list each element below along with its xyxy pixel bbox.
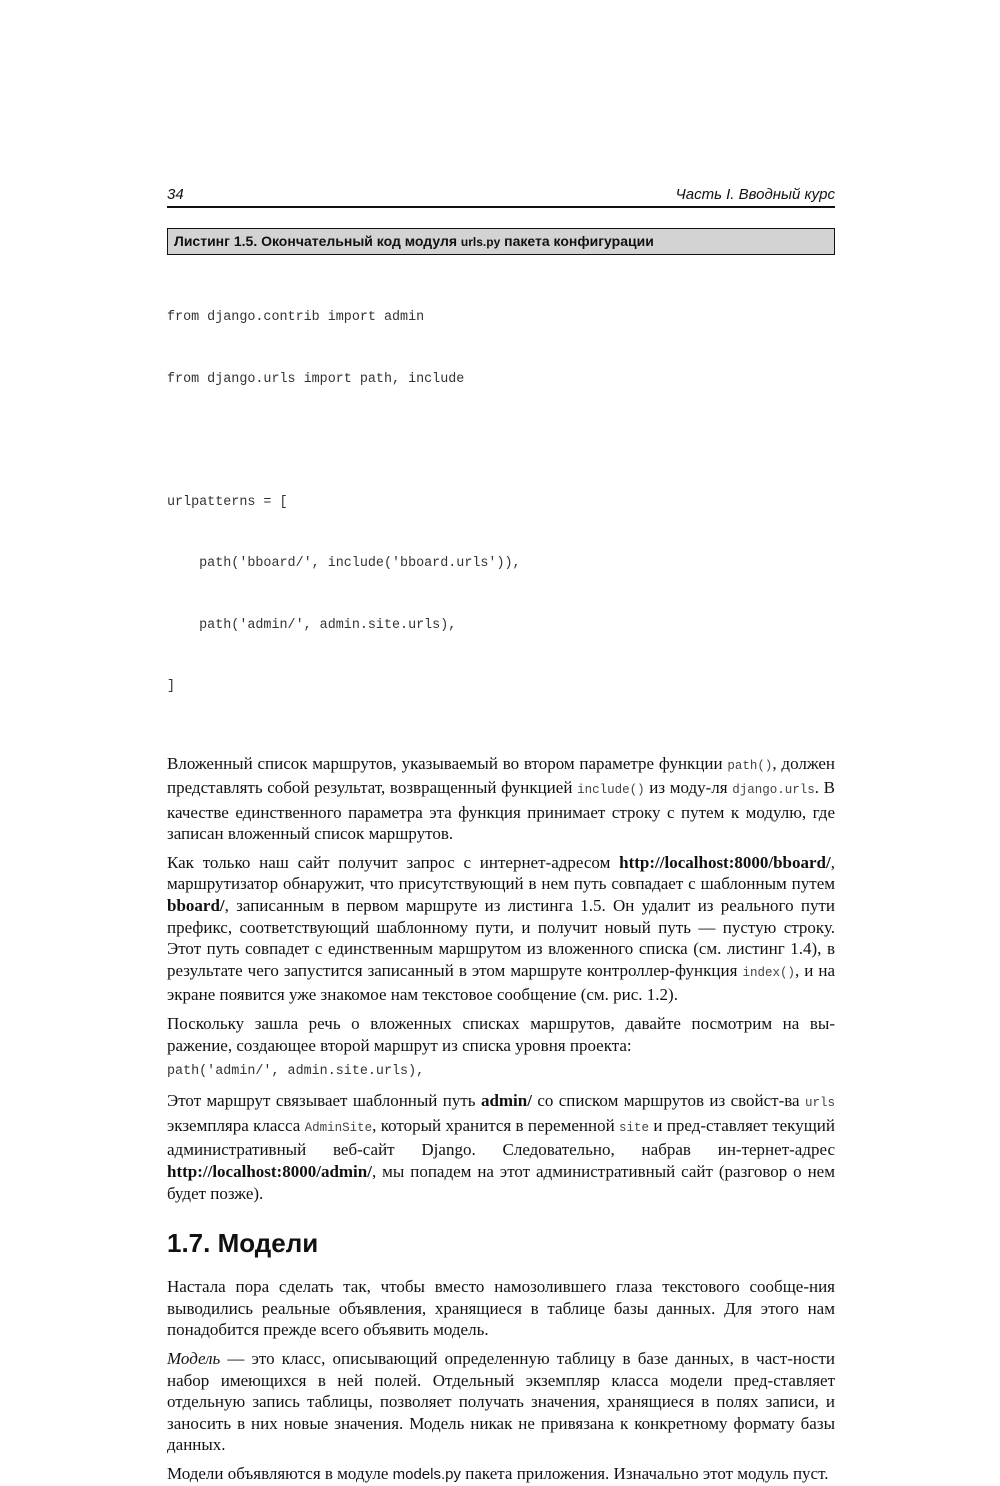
code-line: from django.urls import path, include [167,371,465,387]
italic-term: Модель [167,1348,221,1368]
bold-url: http://localhost:8000/admin/ [167,1162,372,1181]
part-title: Часть I. Вводный курс [675,186,835,203]
text-run: из моду-ля [644,778,733,798]
text-run: , записанным в первом маршруте из листинга 1.5. Он удалит из реального пути префикс, соответствующий шаблонному пути, и получит новый путь — пустую строку. Этот путь совпадет с единственным маршрутом из вложенного списка (см. листинг 1.4), в результате чего запустится записанный в этом маршруте контроллер-функция [167,896,835,980]
text-run: , мы попадем на этот административный сайт (разговор о нем будет позже). [167,1162,835,1203]
text-run: пакета приложения. Изначально этот модуль пуст. [461,1463,829,1483]
code-line [167,431,835,452]
text-run: Этот маршрут связывает шаблонный путь [167,1091,481,1111]
bold-path: bboard/ [167,896,225,916]
section-heading: 1.7. Модели [167,1228,319,1259]
code-line: ] [167,679,176,694]
paragraph-model-definition [167,1348,835,1456]
code-snippet: path('admin/', admin.site.urls), [167,1064,425,1080]
text-run: Как только наш сайт получит запрос с интернет-адресом [167,852,620,872]
paragraph-nested-lists [167,1013,835,1056]
paragraph-routing-explanation [167,852,835,1006]
text-run: со списком маршрутов из свойст-ва [531,1091,805,1111]
inline-code: include() [577,783,645,798]
bold-url: http://localhost:8000/bboard/ [619,852,831,872]
text-run: Вложенный список маршрутов, указываемый во втором параметре функции [167,753,728,773]
inline-code: django.urls [732,783,815,798]
code-line: urlpatterns = [ [167,494,288,510]
listing-caption-suffix: пакета конфигурации [500,233,654,249]
text-run: , и на экране появится уже знакомое нам текстовое сообщение (см. рис. 1.2). [167,960,835,1005]
inline-code: index() [742,965,795,980]
text-run: , который хранится в переменной [372,1115,620,1135]
text-run: Модели объявляются в модуле [167,1463,393,1483]
inline-code: urls [804,1096,835,1111]
inline-code: site [619,1120,650,1135]
text-run: Настала пора сделать так, чтобы вместо намозолившего глаза текстового сообще-ния выводились реальные объявления, хранящиеся в таблице базы данных. Для этого нам понадобится прежде всего объявить модель. [167,1277,835,1340]
text-run: Поскольку зашла речь о вложенных списках маршрутов, давайте посмотрим на вы-ражение, создающее второй маршрут из списка уровня проекта: [167,1014,835,1055]
text-run: . В качестве единственного параметра эта функция принимает строку с путем к модулю, где записан вложенный список маршрутов. [167,778,836,844]
code-line: from django.contrib import admin [167,310,425,325]
text-run: , маршрутизатор обнаружит, что присутствующий в нем путь совпадает с шаблонным путем [167,852,835,894]
paragraph-models-intro [167,1276,835,1341]
listing-caption-prefix: Листинг 1.5. Окончательный код модуля [174,233,461,249]
book-page [167,186,835,1486]
code-listing [167,267,835,739]
file-name: models.py [392,1465,461,1483]
listing-caption-file: urls.py [460,235,501,249]
inline-code: AdminSite [304,1120,373,1135]
text-run: экземпляра класса [167,1115,305,1135]
text-run: — это класс, описывающий определенную таблицу в базе данных, в част-ности набор имеющихся в ней полей. Отдельный экземпляр класса модели пред-ставляет отдельную запись таблицы, позволяет получать значения, хранящиеся в полях записи, и заносить в них новые значения. Модель никак не привязана к конкретному формату базы данных. [167,1348,835,1455]
page-number: 34 [167,186,184,203]
paragraph-admin-route [167,1090,835,1204]
code-line: path('bboard/', include('bboard.urls')), [167,556,521,571]
text-run: и пред-ставляет текущий административный веб-сайт Django. Следовательно, набрав ин-тернет-адрес [167,1115,835,1160]
code-line: path('admin/', admin.site.urls), [167,617,457,633]
running-header [167,186,835,208]
bold-path: admin/ [480,1091,532,1111]
paragraph-models-module [167,1463,835,1486]
inline-code: path() [727,758,773,773]
listing-caption [167,228,835,255]
paragraph-nested-routes [167,753,835,845]
text-run: , должен представлять собой результат, возвращенный функцией [167,753,836,798]
